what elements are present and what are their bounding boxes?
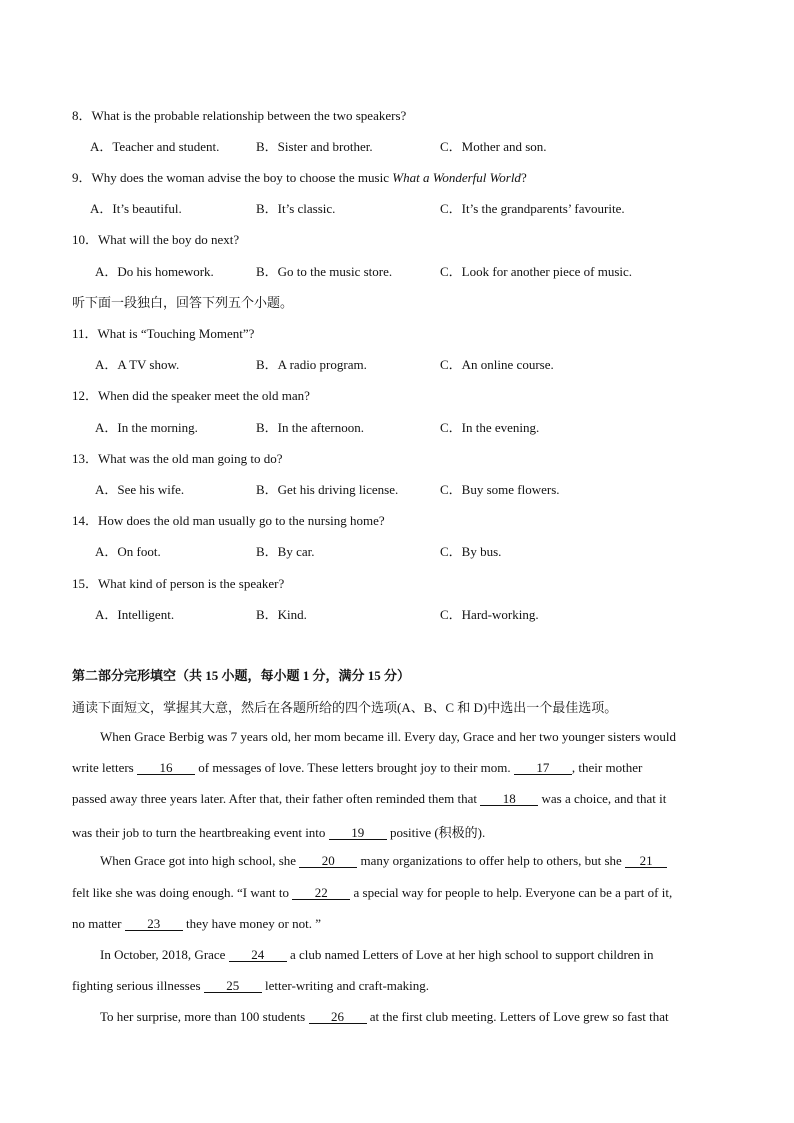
option-c: C．Mother and son. — [440, 139, 547, 154]
question-stem: 15．What kind of person is the speaker? — [72, 576, 285, 591]
option-a: A．Teacher and student. — [90, 139, 220, 154]
text: , their mother — [571, 760, 643, 775]
question-mark: ? — [520, 170, 527, 185]
passage-line — [72, 885, 722, 901]
option-a: A．On foot. — [95, 544, 161, 559]
blank-18[interactable]: 18 — [480, 792, 538, 806]
text: felt like she was doing enough. “I want to — [72, 885, 293, 900]
option-b: B．It’s classic. — [256, 201, 336, 216]
music-title: What a Wonderful World — [392, 170, 521, 185]
blank-23[interactable]: 23 — [125, 917, 183, 931]
passage-line — [72, 760, 722, 776]
question-9 — [72, 167, 527, 186]
text: was their job to turn the heartbreaking event into — [72, 825, 329, 840]
option-a: A．See his wife. — [95, 482, 185, 497]
blank-21[interactable]: 21 — [625, 854, 667, 868]
text: a club named Letters of Love at her high school to support children in — [286, 947, 654, 962]
text: write letters — [72, 760, 137, 775]
blank-17[interactable]: 17 — [514, 761, 572, 775]
option-b: B．Go to the music store. — [256, 264, 393, 279]
text: many organizations to offer help to others, but she — [357, 853, 626, 868]
text: passed away three years later. After that, their father often reminded them that — [72, 791, 481, 806]
option-c: C．It’s the grandparents’ favourite. — [440, 201, 625, 216]
passage-line — [72, 822, 722, 841]
text: was a choice, and that it — [538, 791, 667, 806]
question-12 — [72, 385, 310, 404]
question-11 — [72, 323, 254, 342]
passage-line — [100, 853, 750, 869]
passage-line — [100, 947, 750, 963]
blank-24[interactable]: 24 — [229, 948, 287, 962]
question-stem: 14．How does the old man usually go to the nursing home? — [72, 513, 385, 528]
option-c: C．In the evening. — [440, 420, 540, 435]
option-b: B．Sister and brother. — [256, 139, 373, 154]
text: they have money or not. ” — [182, 916, 321, 931]
passage-line: When Grace Berbig was 7 years old, her mom became ill. Every day, Grace and her two younger sisters would — [100, 729, 677, 744]
question-13 — [72, 448, 283, 467]
question-14 — [72, 510, 385, 529]
text: a special way for people to help. Everyone can be a part of it, — [350, 885, 673, 900]
question-stem: 13．What was the old man going to do? — [72, 451, 283, 466]
option-b: B．By car. — [256, 544, 315, 559]
option-a: A．Intelligent. — [95, 607, 175, 622]
text: When Grace got into high school, she — [100, 853, 300, 868]
text: at the first club meeting. Letters of Love grew so fast that — [366, 1009, 669, 1024]
section-instruction: 通读下面短文，掌握其大意，然后在各题所给的四个选项(A、B、C 和 D)中选出一个最佳选项。 — [72, 700, 618, 715]
blank-16[interactable]: 16 — [137, 761, 195, 775]
question-stem: 8．What is the probable relationship between the two speakers? — [72, 108, 407, 123]
option-c: C．By bus. — [440, 544, 502, 559]
passage-line — [72, 916, 722, 932]
blank-19[interactable]: 19 — [329, 826, 387, 840]
option-c: C．Hard-working. — [440, 607, 539, 622]
blank-22[interactable]: 22 — [292, 886, 350, 900]
option-c: C．Buy some flowers. — [440, 482, 560, 497]
option-a: A．It’s beautiful. — [90, 201, 182, 216]
question-stem: 11．What is “Touching Moment”? — [72, 326, 255, 341]
monologue-instruction: 听下面一段独白，回答下列五个小题。 — [72, 295, 294, 310]
option-b: B．Get his driving license. — [256, 482, 399, 497]
passage-line — [72, 978, 722, 994]
blank-26[interactable]: 26 — [309, 1010, 367, 1024]
option-a: A．In the morning. — [95, 420, 198, 435]
passage-line — [100, 1009, 750, 1025]
option-c: C．An online course. — [440, 357, 554, 372]
question-10 — [72, 229, 239, 248]
text: positive (积极的). — [386, 825, 486, 840]
question-stem: 12．When did the speaker meet the old man? — [72, 388, 310, 403]
option-b: B．Kind. — [256, 607, 307, 622]
question-15 — [72, 573, 284, 592]
text: letter-writing and craft-making. — [261, 978, 430, 993]
option-b: B．A radio program. — [256, 357, 367, 372]
question-stem: 9．Why does the woman advise the boy to choose the music — [72, 170, 393, 185]
text: of messages of love. These letters brought joy to their mom. — [194, 760, 514, 775]
question-stem: 10．What will the boy do next? — [72, 232, 240, 247]
text: In October, 2018, Grace — [100, 947, 229, 962]
blank-20[interactable]: 20 — [299, 854, 357, 868]
text: no matter — [72, 916, 125, 931]
question-8 — [72, 105, 406, 124]
text: To her surprise, more than 100 students — [100, 1009, 309, 1024]
text: fighting serious illnesses — [72, 978, 204, 993]
blank-25[interactable]: 25 — [204, 979, 262, 993]
option-c: C．Look for another piece of music. — [440, 264, 633, 279]
section-title: 第二部分完形填空（共 15 小题，每小题 1 分，满分 15 分） — [72, 668, 411, 683]
option-b: B．In the afternoon. — [256, 420, 364, 435]
passage-line — [72, 791, 722, 807]
option-a: A．Do his homework. — [95, 264, 214, 279]
option-a: A．A TV show. — [95, 357, 180, 372]
